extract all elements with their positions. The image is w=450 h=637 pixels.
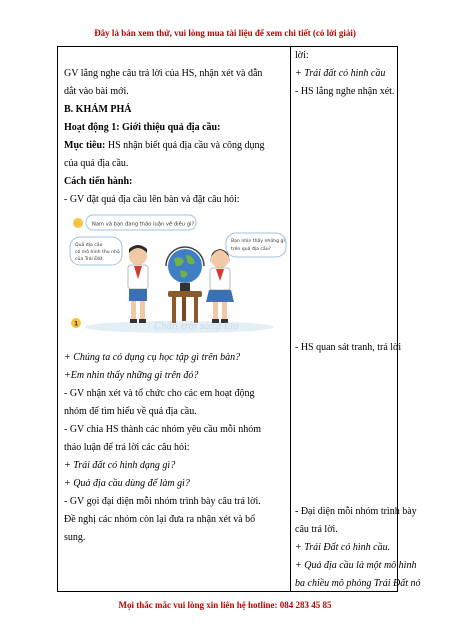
speech-bubble-right (226, 233, 286, 257)
question-3: + Trái đất có hình dạng gì? (64, 460, 176, 471)
lesson-table (57, 46, 421, 592)
figure-number: 1 (74, 320, 79, 328)
group-report-2: câu trả lời. (295, 524, 338, 535)
lightbulb-icon (73, 218, 83, 228)
step-1: - GV đặt quả địa cầu lên bàn và đặt câu hỏi: (64, 194, 240, 205)
bubble-left-line-1: Quả địa cầu (75, 243, 103, 248)
bubble-right-line-2: trên quả địa cầu? (231, 247, 272, 252)
paragraph-3-line-3: sung. (64, 532, 86, 543)
answer-sphere: + Trái Đất có hình cầu. (295, 542, 391, 553)
question-2: +Em nhìn thấy những gì trên đó? (64, 370, 199, 381)
goal-line (64, 137, 265, 155)
watermark-text: Chân trời sáng tạo (154, 322, 239, 332)
contact-banner: Mọi thắc mắc vui lòng xin liên hệ hotline: 084 283 45 85 (118, 600, 332, 610)
bubble-right-line-1: Bạn nhìn thấy những gì (231, 239, 285, 244)
question-1: + Chúng ta có dụng cụ học tập gì trên bàn? (64, 352, 241, 363)
paragraph-3-line-1: - GV gọi đại diện mỗi nhóm trình bày câu trả lời. (64, 496, 261, 507)
goal-text: HS nhận biết quả địa cầu và công dụng (105, 140, 265, 151)
activity-title: Hoạt động 1: Giới thiệu quả địa cầu: (64, 122, 221, 133)
group-report-1: - Đại diện mỗi nhóm trình bày (295, 506, 417, 517)
boy-figure (128, 245, 148, 323)
paragraph-2-line-1: - GV chia HS thành các nhóm yêu cầu mỗi nhóm (64, 424, 261, 435)
intro-line-2: dắt vào bài mới. (64, 86, 129, 97)
intro-line-1: GV lắng nghe câu trả lời của HS, nhận xét và dẫn (64, 68, 263, 79)
paragraph-2-line-2: thảo luận để trả lời các câu hỏi: (64, 442, 190, 453)
bubble-left-line-3: của Trái Đất. (75, 257, 104, 262)
goal-line-2: của quả địa cầu. (64, 158, 129, 169)
girl-figure (206, 249, 234, 323)
student-observe: - HS quan sát tranh, trả lời (295, 342, 402, 353)
answer-continued: lời: (295, 50, 309, 61)
section-heading: B. KHÁM PHÁ (64, 104, 132, 115)
paragraph-3-line-2: Đề nghị các nhóm còn lại đưa ra nhận xét và bổ (64, 514, 256, 525)
column-divider (290, 47, 291, 591)
answer-earth-shape: + Trái đất có hình cầu (295, 68, 386, 79)
goal-label: Mục tiêu: (64, 140, 106, 151)
answer-globe-model-1: + Quả địa cầu là một mô hình (295, 560, 417, 571)
preview-banner: Đây là bản xem thử, vui lòng mua tài liệu để xem chi tiết (có lời giải) (94, 28, 356, 38)
textbook-illustration (68, 211, 290, 333)
paragraph-1-line-2: nhóm để tìm hiểu về quả địa cầu. (64, 406, 197, 417)
globe-on-stool (166, 247, 204, 323)
answer-globe-model-2: ba chiều mô phỏng Trái Đất nó (295, 578, 421, 589)
question-4: + Quả địa cầu dùng để làm gì? (64, 478, 190, 489)
bubble-top-text: Nam và bạn đang thảo luận về điều gì? (92, 221, 195, 228)
paragraph-1-line-1: - GV nhận xét và tổ chức cho các em hoạt động (64, 388, 255, 399)
bubble-left-line-2: có mô hình thu nhỏ (75, 250, 120, 255)
student-listen: - HS lắng nghe nhận xét. (295, 86, 395, 97)
illustration-svg (68, 211, 290, 333)
procedure-heading: Cách tiến hành: (64, 176, 133, 187)
